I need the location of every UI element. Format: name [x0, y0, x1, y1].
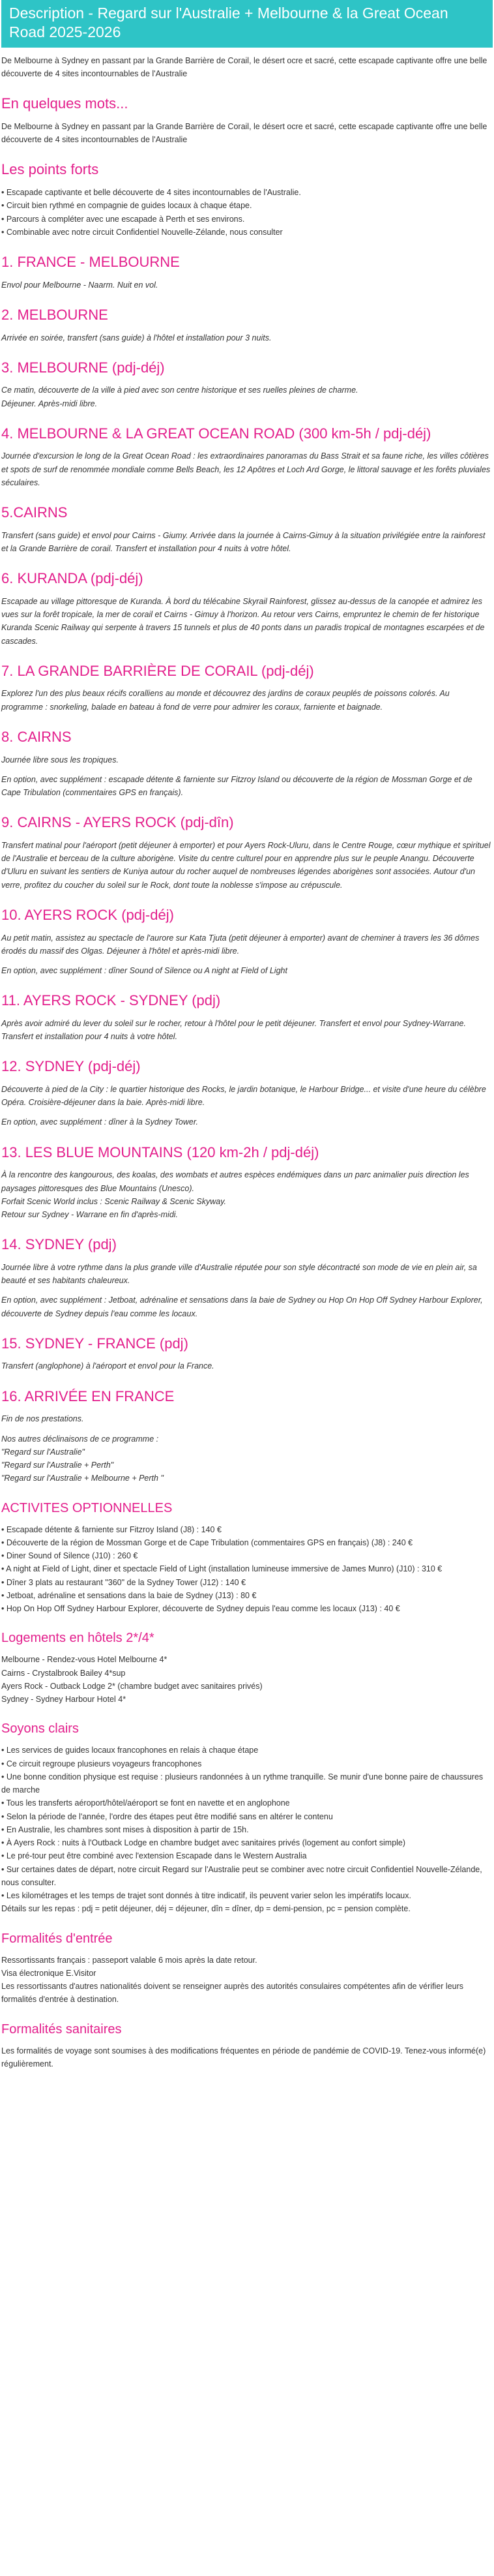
day-text [1, 1168, 493, 1221]
highlight-item: • Combinable avec notre circuit Confidentiel Nouvelle-Zélande, nous consulter [1, 227, 283, 237]
intro-text: De Melbourne à Sydney en passant par la Grande Barrière de Corail, le désert ocre et sacré, cette escapade captivante offre une belle découverte de 4 sites incontournables de l'Australie [1, 55, 487, 79]
highlights-heading: Les points forts [1, 161, 99, 178]
summary-text: De Melbourne à Sydney en passant par la Grande Barrière de Corail, le désert ocre et sacré, cette escapade captivante offre une belle découverte de 4 sites incontournables de l'Australie [1, 121, 487, 145]
clear-item: • À Ayers Rock : nuits à l'Outback Lodge en chambre budget avec sanitaires privés (logement au confort simple) [1, 1838, 406, 1848]
day-heading: 3. MELBOURNE (pdj-déj) [1, 359, 165, 376]
day-heading: 14. SYDNEY (pdj) [1, 1236, 117, 1253]
day-text-line: Après avoir admiré du lever du soleil sur le rocher, retour à l'hôtel pour le petit déjeuner. Transfert et envol pour Sydney-Warrane. [1, 1018, 466, 1028]
options-heading: ACTIVITES OPTIONNELLES [1, 1500, 173, 1515]
clear-item: • Ce circuit regroupe plusieurs voyageurs francophones [1, 1759, 202, 1768]
day-heading: 9. CAIRNS - AYERS ROCK (pdj-dîn) [1, 814, 234, 831]
hotels-list [1, 1653, 493, 1706]
title-bar [1, 0, 493, 48]
formalities-text-line: Visa électronique E.Visitor [1, 1968, 96, 1978]
day-text-line: Retour sur Sydney - Warrane en fin d'après-midi. [1, 1210, 179, 1220]
day-heading: 10. AYERS ROCK (pdj-déj) [1, 906, 174, 923]
formalities-text-line: Ressortissants français : passeport valable 6 mois après la date retour. [1, 1955, 257, 1965]
day-text-line: Nos autres déclinaisons de ce programme : [1, 1434, 159, 1444]
day-heading: 11. AYERS ROCK - SYDNEY (pdj) [1, 992, 221, 1009]
option-item: • Diner Sound of Silence (J10) : 260 € [1, 1551, 138, 1561]
clear-item: • Sur certaines dates de départ, notre circuit Regard sur l'Australie peut se combiner avec notre circuit Confidentiel Nouvelle-Zélande, nous consulter. [1, 1864, 482, 1887]
highlights-list [1, 186, 493, 239]
day-text-line: "Regard sur l'Australie + Perth" [1, 1461, 114, 1470]
day-text: Au petit matin, assistez au spectacle de l'aurore sur Kata Tjuta (petit déjeuner à emporter) avant de cheminer à travers les 36 dômes érodés du massif des Olgas. Déjeuner à l'hôtel et après-midi libre. [1, 933, 480, 956]
day-text: Découverte à pied de la City : le quartier historique des Rocks, le jardin botanique, le Harbour Bridge... et visite d'une heure du célèbre Opéra. Croisière-déjeuner dans la baie. Après-midi libre. [1, 1084, 486, 1108]
option-item: • A night at Field of Light, diner et spectacle Field of Light (installation lumineuse immersive de James Munro) (J10) : 310 € [1, 1564, 443, 1574]
itinerary [1, 253, 493, 1485]
page-title: Description - Regard sur l'Australie + Melbourne & la Great Ocean Road 2025-2026 [9, 5, 448, 41]
day-text: Explorez l'un des plus beaux récifs coralliens au monde et découvrez des jardins de coraux peuplés de poissons colorés. Au programme : snorkeling, balade en bateau à fond de verre pour admirer les coraux, farniente et baignade. [1, 689, 450, 712]
day-text [1, 1017, 493, 1044]
day-text: Journée libre sous les tropiques. [1, 755, 119, 765]
day-heading: 8. CAIRNS [1, 728, 72, 745]
formalities-text-line: Les ressortissants d'autres nationalités doivent se renseigner auprès des autorités consulaires compétentes afin de vérifier leurs formalités d'entrée à destination. [1, 1982, 464, 2005]
day-text-line: Transfert et installation pour 4 nuits à votre hôtel. [1, 1032, 178, 1042]
day-text-line: "Regard sur l'Australie" [1, 1447, 85, 1457]
hotel-item: Cairns - Crystalbrook Bailey 4*sup [1, 1668, 126, 1678]
clear-item: • Les services de guides locaux francophones en relais à chaque étape [1, 1746, 259, 1755]
option-item: • Jetboat, adrénaline et sensations dans la baie de Sydney (J13) : 80 € [1, 1590, 257, 1600]
day-heading: 6. KURANDA (pdj-déj) [1, 570, 143, 587]
day-text-line: À la rencontre des kangourous, des koalas, des wombats et autres espèces endémiques dans un parc animalier puis direction les paysages pittoresques des Blue Mountains (Unesco). [1, 1170, 469, 1193]
day-text-line: Déjeuner. Après-midi libre. [1, 399, 98, 408]
clear-item: • Le pré-tour peut être combiné avec l'extension Escapade dans le Western Australia [1, 1851, 307, 1861]
day-heading: 12. SYDNEY (pdj-déj) [1, 1058, 141, 1075]
highlight-item: • Escapade captivante et belle découverte de 4 sites incontournables de l'Australie. [1, 188, 301, 198]
day-heading: 4. MELBOURNE & LA GREAT OCEAN ROAD (300 km-5h / pdj-déj) [1, 425, 431, 442]
day-text-line: "Regard sur l'Australie + Melbourne + Perth " [1, 1474, 164, 1483]
day-text: Transfert (anglophone) à l'aéroport et envol pour la France. [1, 1361, 214, 1371]
day-text: Journée d'excursion le long de la Great Ocean Road : les extraordinaires panoramas du Bass Strait et sa faune riche, les villes côtières et spots de surf de renommée mondiale comme Bells Beach, les 12 Apôtres et Loch Ard Gorge, le littoral sauvage et les forêts pluviales séculaires. [1, 451, 491, 487]
day-heading: 16. ARRIVÉE EN FRANCE [1, 1387, 175, 1404]
option-item: • Découverte de la région de Mossman Gorge et de Cape Tribulation (commentaires GPS en français) (J8) : 240 € [1, 1538, 413, 1547]
clear-list [1, 1744, 493, 1915]
day-text: En option, avec supplément : dîner Sound of Silence ou A night at Field of Light [1, 966, 287, 975]
options-list [1, 1523, 493, 1616]
summary-heading: En quelques mots... [1, 95, 128, 112]
option-item: • Escapade détente & farniente sur Fitzroy Island (J8) : 140 € [1, 1524, 222, 1534]
day-text [1, 1432, 493, 1485]
day-heading: 7. LA GRANDE BARRIÈRE DE CORAIL (pdj-déj) [1, 662, 314, 679]
day-text [1, 384, 493, 410]
hotels-heading: Logements en hôtels 2*/4* [1, 1631, 154, 1646]
day-text: Fin de nos prestations. [1, 1414, 84, 1424]
day-text-line: Forfait Scenic World inclus : Scenic Railway & Scenic Skyway. [1, 1196, 227, 1206]
highlight-item: • Circuit bien rythmé en compagnie de guides locaux à chaque étape. [1, 201, 252, 211]
day-heading: 13. LES BLUE MOUNTAINS (120 km-2h / pdj-déj) [1, 1144, 319, 1160]
day-text: Arrivée en soirée, transfert (sans guide) à l'hôtel et installation pour 3 nuits. [1, 333, 272, 342]
option-item: • Hop On Hop Off Sydney Harbour Explorer, découverte de Sydney depuis l'eau comme les locaux (J13) : 40 € [1, 1604, 400, 1614]
clear-item: • Tous les transferts aéroport/hôtel/aéroport se font en navette et en anglophone [1, 1798, 290, 1808]
day-heading: 1. FRANCE - MELBOURNE [1, 254, 180, 271]
day-text: Journée libre à votre rythme dans la plus grande ville d'Australie réputée pour son style décontracté son mode de vie en plein air, sa beauté et ses habitants chaleureux. [1, 1262, 477, 1286]
clear-item: Détails sur les repas : pdj = petit déjeuner, déj = déjeuner, dîn = dîner, dp = demi-pension, pc = pension complète. [1, 1904, 411, 1914]
day-text: Envol pour Melbourne - Naarm. Nuit en vol. [1, 280, 158, 290]
day-heading: 5.CAIRNS [1, 504, 68, 521]
day-heading: 2. MELBOURNE [1, 306, 108, 323]
hotel-item: Melbourne - Rendez-vous Hotel Melbourne 4* [1, 1655, 167, 1665]
clear-item: • Les kilométrages et les temps de trajet sont donnés à titre indicatif, ils peuvent varier selon les impératifs locaux. [1, 1891, 411, 1901]
day-text: Escapade au village pittoresque de Kuranda. À bord du télécabine Skyrail Rainforest, glissez au-dessus de la canopée et admirez les vues sur la forêt tropicale, la mer de corail et Cairns - Gimuy à l'horizon. Au retour vers Cairns, empruntez le chemin de fer historique Kuranda Scenic Railway qui serpente à travers 15 tunnels et plus de 40 ponts dans un paradis tropical de montagnes escarpées et de cascades. [1, 596, 485, 646]
health-heading: Formalités sanitaires [1, 2022, 122, 2037]
health-text: Les formalités de voyage sont soumises à des modifications fréquentes en période de pandémie de COVID-19. Tenez-vous informé(e) régulièrement. [1, 2046, 486, 2068]
highlight-item: • Parcours à compléter avec une escapade à Perth et ses environs. [1, 214, 245, 224]
clear-item: • Une bonne condition physique est requise : plusieurs randonnées à un rythme tranquille. Se munir d'une bonne paire de chaussures de marche [1, 1772, 484, 1795]
day-text: En option, avec supplément : Jetboat, adrénaline et sensations dans la baie de Sydney ou Hop On Hop Off Sydney Harbour Explorer, découverte de Sydney depuis l'eau comme les locaux. [1, 1296, 483, 1318]
day-text: En option, avec supplément : dîner à la Sydney Tower. [1, 1117, 199, 1127]
formalities-heading: Formalités d'entrée [1, 1931, 113, 1946]
clear-item: • Selon la période de l'année, l'ordre des étapes peut être modifié sans en altérer le contenu [1, 1811, 333, 1821]
formalities-text [1, 1954, 493, 2007]
option-item: • Dîner 3 plats au restaurant "360" de la Sydney Tower (J12) : 140 € [1, 1577, 246, 1587]
clear-item: • En Australie, les chambres sont mises à disposition à partir de 15h. [1, 1825, 249, 1834]
day-text: Transfert (sans guide) et envol pour Cairns - Giumy. Arrivée dans la journée à Cairns-Gimuy à la situation privilégiée entre la rainforest et la Grande Barrière de corail. Transfert et installation pour 4 nuits à votre hôtel. [1, 530, 486, 554]
day-heading: 15. SYDNEY - FRANCE (pdj) [1, 1335, 188, 1352]
hotel-item: Sydney - Sydney Harbour Hotel 4* [1, 1695, 126, 1705]
day-text: Transfert matinal pour l'aéroport (petit déjeuner à emporter) et pour Ayers Rock-Uluru, dans le Centre Rouge, cœur mythique et spirituel de l'Australie et berceau de la culture aborigène. Visite du centre culturel pour en apprendre plus sur le peuple Anangu. Découverte d'Uluru en suivant les sentiers de Kuniya autour du rocher auquel de nombreuses légendes aborigènes sont associées. Autour d'un verre, profitez du coucher du soleil sur le Rock, dont toute la noblesse s'impose au crépuscule. [1, 840, 491, 890]
hotel-item: Ayers Rock - Outback Lodge 2* (chambre budget avec sanitaires privés) [1, 1681, 263, 1691]
day-text: En option, avec supplément : escapade détente & farniente sur Fitzroy Island ou découverte de la région de Mossman Gorge et de Cape Tribulation (commentaires GPS en français). [1, 774, 472, 798]
day-text-line: Ce matin, découverte de la ville à pied avec son centre historique et ses ruelles pleines de charme. [1, 386, 358, 395]
clear-heading: Soyons clairs [1, 1721, 79, 1736]
